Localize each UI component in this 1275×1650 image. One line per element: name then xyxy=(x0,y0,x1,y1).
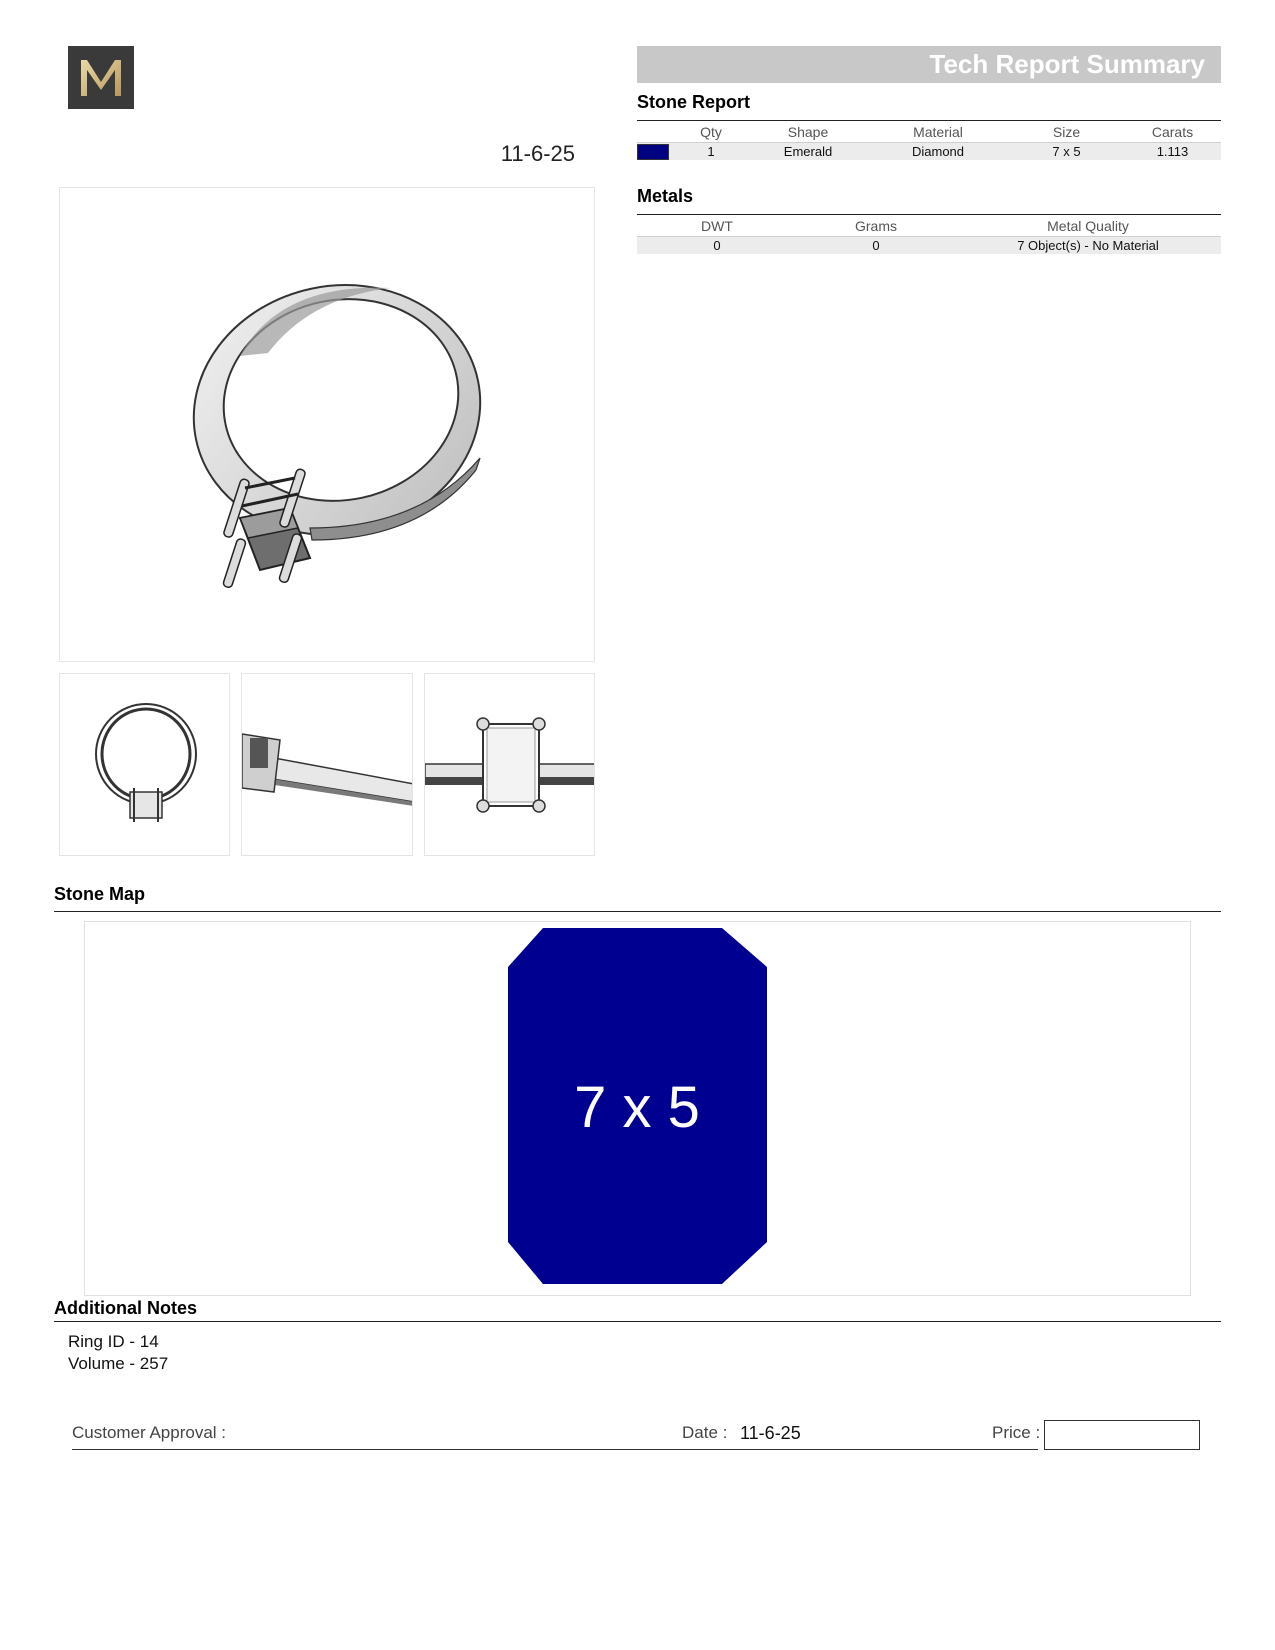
stone-color-swatch xyxy=(637,144,669,160)
cell-metal-quality: 7 Object(s) - No Material xyxy=(955,236,1221,254)
col-grams: Grams xyxy=(855,217,897,234)
col-shape: Shape xyxy=(787,123,829,140)
company-logo xyxy=(68,46,134,109)
stone-map-heading: Stone Map xyxy=(54,884,146,904)
title-bar xyxy=(637,46,1221,83)
cell-dwt: 0 xyxy=(637,236,797,254)
stone-color-cell xyxy=(637,142,673,160)
col-dwt: DWT xyxy=(701,217,733,234)
report-date: 11-6-25 xyxy=(500,141,575,166)
ring-top-icon xyxy=(425,674,595,856)
thumb-top-frame xyxy=(424,673,595,856)
m-logo-icon xyxy=(77,58,125,98)
cell-material: Diamond xyxy=(867,142,1009,160)
cell-size: 7 x 5 xyxy=(1009,142,1124,160)
customer-approval-label: Customer Approval : xyxy=(72,1423,227,1442)
cell-qty: 1 xyxy=(673,142,749,160)
approval-signature-line[interactable] xyxy=(72,1449,1038,1450)
table-row xyxy=(637,142,1221,160)
cell-shape: Emerald xyxy=(749,142,867,160)
stone-size-label: 7 x 5 xyxy=(574,1075,700,1140)
note-line: Volume - 257 xyxy=(68,1354,169,1373)
ring-front-icon xyxy=(60,674,230,856)
cell-carats: 1.113 xyxy=(1124,142,1221,160)
date-label: Date : xyxy=(682,1423,728,1442)
price-label: Price : xyxy=(992,1423,1041,1442)
main-render-frame xyxy=(59,187,595,662)
stone-map-frame xyxy=(84,921,1191,1296)
ring-perspective-icon xyxy=(60,188,595,662)
col-material: Material xyxy=(913,123,963,140)
col-swatch xyxy=(637,122,673,142)
stone-report-rule xyxy=(637,120,1221,121)
table-row xyxy=(637,236,1221,254)
thumb-front-frame xyxy=(59,673,230,856)
metals-table xyxy=(637,216,1221,254)
col-qty: Qty xyxy=(700,123,722,140)
notes-body xyxy=(68,1331,168,1375)
ring-side-icon xyxy=(242,674,413,856)
notes-rule xyxy=(54,1321,1221,1322)
note-line: Ring ID - 14 xyxy=(68,1332,159,1351)
stone-map-rule xyxy=(54,911,1221,912)
col-carats: Carats xyxy=(1151,123,1194,140)
stone-map-canvas xyxy=(85,922,1190,1295)
report-title: Tech Report Summary xyxy=(929,49,1205,79)
col-metal-quality: Metal Quality xyxy=(1047,217,1129,234)
stone-report-heading: Stone Report xyxy=(637,92,751,112)
stone-report-table xyxy=(637,122,1221,160)
metals-heading: Metals xyxy=(637,186,694,206)
price-field[interactable] xyxy=(1044,1420,1200,1450)
metals-rule xyxy=(637,214,1221,215)
thumb-side-frame xyxy=(241,673,413,856)
col-size: Size xyxy=(1052,123,1081,140)
approval-date-value: 11-6-25 xyxy=(740,1423,801,1443)
notes-heading: Additional Notes xyxy=(54,1298,197,1318)
cell-grams: 0 xyxy=(797,236,955,254)
